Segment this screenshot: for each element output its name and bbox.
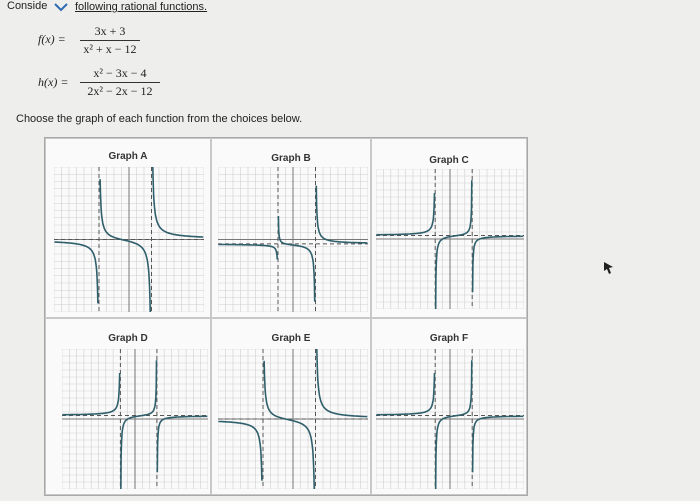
- graph-c-cell[interactable]: [371, 138, 527, 318]
- graph-b-plot[interactable]: [218, 167, 368, 312]
- graph-a-cell[interactable]: [45, 138, 211, 318]
- instructions-text: Choose the graph of each function from the choices below.: [16, 113, 303, 125]
- graph-d-cell[interactable]: [45, 318, 211, 495]
- chevron-down-icon[interactable]: [52, 0, 70, 14]
- function-h-denominator: 2x² − 2x − 12: [87, 84, 153, 98]
- function-f-name: f(x) =: [38, 32, 66, 46]
- consider-prefix: Conside: [7, 0, 48, 12]
- function-curve: [436, 180, 472, 309]
- graph-d-title: Graph D: [108, 333, 148, 344]
- graph-d-plot[interactable]: [62, 349, 208, 489]
- top-bar: [0, 0, 700, 14]
- graph-b-title: Graph B: [271, 153, 311, 164]
- function-curve: [153, 167, 204, 237]
- function-curve: [278, 216, 314, 302]
- function-h-fraction: [80, 66, 160, 99]
- function-h-numerator: x² − 3x − 4: [80, 66, 160, 83]
- function-curve: [436, 360, 472, 489]
- mouse-cursor-icon: [604, 262, 614, 274]
- function-curve: [264, 361, 314, 489]
- graph-a-plot[interactable]: [54, 167, 204, 312]
- function-curve: [473, 236, 524, 292]
- function-curve: [121, 360, 157, 489]
- function-f-numerator: 3x + 3: [80, 24, 140, 41]
- function-curve: [317, 349, 368, 417]
- graph-f-cell[interactable]: [371, 318, 527, 495]
- consider-link-text[interactable]: following rational functions.: [75, 1, 208, 13]
- graph-b-cell[interactable]: [211, 138, 371, 318]
- graph-c-plot[interactable]: [376, 169, 524, 309]
- function-curve: [473, 416, 524, 472]
- function-f-fraction: [80, 24, 140, 57]
- function-curve: [157, 416, 207, 472]
- graph-choices-grid: [44, 137, 528, 496]
- graph-f-title: Graph F: [429, 333, 469, 344]
- function-curve: [100, 179, 150, 312]
- graph-e-title: Graph E: [271, 333, 311, 344]
- function-f-denominator: x² + x − 12: [83, 42, 137, 56]
- graph-e-plot[interactable]: [218, 349, 368, 489]
- graph-a-title: Graph A: [108, 151, 148, 162]
- graph-c-title: Graph C: [429, 155, 469, 166]
- function-h-name: h(x) =: [38, 75, 69, 89]
- graph-f-plot[interactable]: [376, 349, 524, 489]
- function-curve: [316, 186, 367, 243]
- graph-e-cell[interactable]: [211, 318, 371, 495]
